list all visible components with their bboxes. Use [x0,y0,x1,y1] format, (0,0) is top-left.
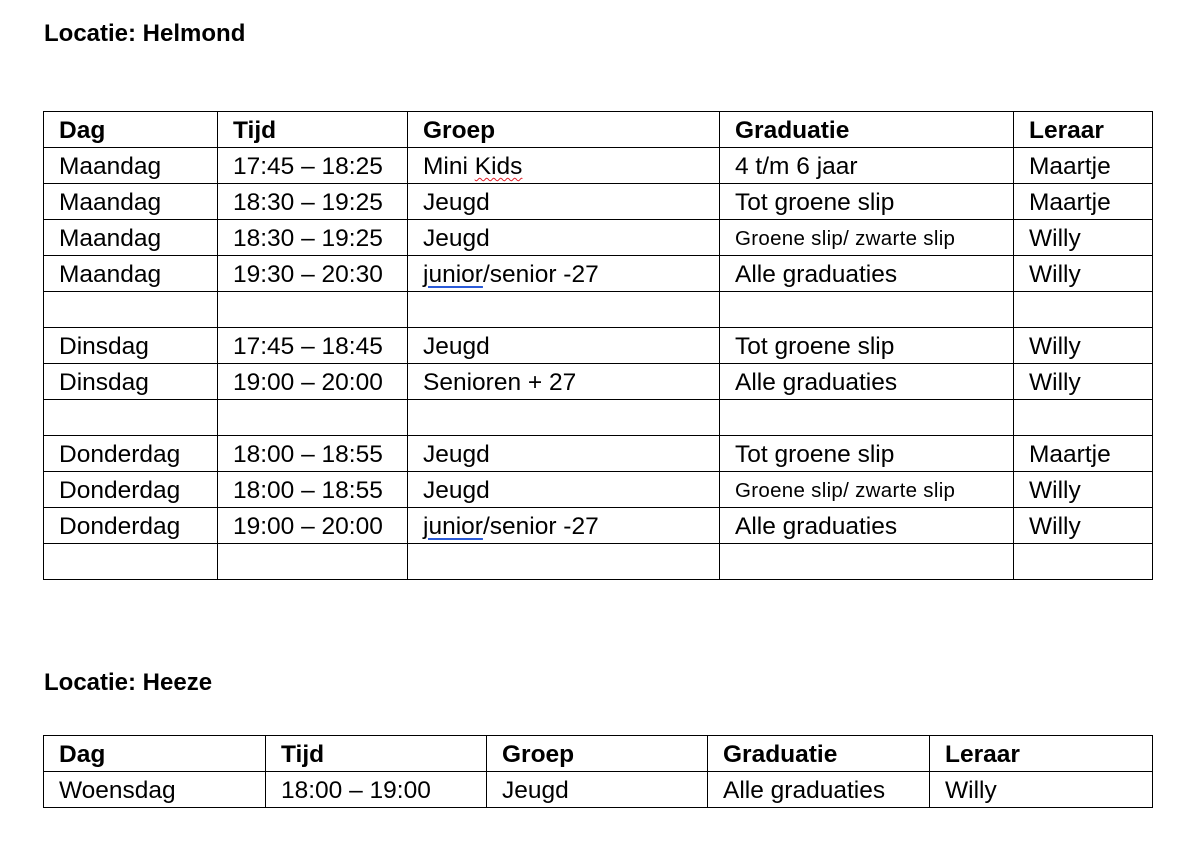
empty-cell [218,544,408,580]
empty-cell [408,544,720,580]
header-leraar: Leraar [1014,112,1153,148]
cell-graduatie: Groene slip/ zwarte slip [720,472,1014,508]
cell-tijd: 18:00 – 18:55 [218,436,408,472]
empty-cell [720,400,1014,436]
header-tijd: Tijd [218,112,408,148]
spelling-marked-word: Kids [474,153,523,180]
cell-groep: Jeugd [408,220,720,256]
empty-cell [218,292,408,328]
table-row [44,148,1153,184]
cell-dag: Woensdag [44,772,266,808]
cell-leraar: Willy [1014,364,1153,400]
cell-dag: Maandag [44,220,218,256]
table-row [44,220,1153,256]
cell-leraar: Maartje [1014,184,1153,220]
empty-cell [1014,292,1153,328]
cell-leraar: Maartje [1014,148,1153,184]
cell-graduatie: Alle graduaties [720,508,1014,544]
cell-graduatie: Tot groene slip [720,328,1014,364]
cell-dag: Maandag [44,148,218,184]
table-row [44,364,1153,400]
table-row [44,772,1153,808]
empty-cell [408,292,720,328]
empty-row [44,544,1153,580]
empty-cell [218,400,408,436]
cell-tijd: 18:00 – 19:00 [266,772,487,808]
header-graduatie: Graduatie [708,736,930,772]
empty-cell [44,292,218,328]
table-row [44,508,1153,544]
cell-dag: Dinsdag [44,364,218,400]
header-leraar: Leraar [930,736,1153,772]
cell-leraar: Willy [930,772,1153,808]
header-graduatie: Graduatie [720,112,1014,148]
header-dag: Dag [44,112,218,148]
cell-dag: Maandag [44,256,218,292]
header-tijd: Tijd [266,736,487,772]
cell-groep [408,256,720,292]
table-header-row [44,736,1153,772]
cell-tijd: 18:00 – 18:55 [218,472,408,508]
cell-dag: Dinsdag [44,328,218,364]
cell-leraar: Willy [1014,472,1153,508]
cell-graduatie: Groene slip/ zwarte slip [720,220,1014,256]
cell-tijd: 17:45 – 18:25 [218,148,408,184]
helmond-heading: Locatie: Helmond [44,20,246,47]
helmond-schedule-table [43,111,1153,580]
cell-graduatie: Alle graduaties [720,364,1014,400]
table-row [44,328,1153,364]
table-row [44,256,1153,292]
empty-cell [720,292,1014,328]
cell-tijd: 18:30 – 19:25 [218,220,408,256]
cell-groep [408,148,720,184]
empty-cell [720,544,1014,580]
cell-graduatie: Tot groene slip [720,184,1014,220]
cell-groep: Jeugd [408,436,720,472]
table-row [44,184,1153,220]
cell-graduatie: Alle graduaties [708,772,930,808]
heeze-heading: Locatie: Heeze [44,669,213,696]
heeze-schedule-table [43,735,1153,808]
header-groep: Groep [487,736,708,772]
cell-tijd: 19:00 – 20:00 [218,364,408,400]
table-row [44,436,1153,472]
cell-leraar: Willy [1014,328,1153,364]
cell-tijd: 19:00 – 20:00 [218,508,408,544]
cell-graduatie: Tot groene slip [720,436,1014,472]
groep-text-suffix: /senior -27 [482,261,599,288]
cell-groep: Jeugd [408,472,720,508]
cell-graduatie: 4 t/m 6 jaar [720,148,1014,184]
cell-leraar: Maartje [1014,436,1153,472]
empty-row [44,400,1153,436]
table-row [44,472,1153,508]
groep-text-suffix: /senior -27 [482,513,599,540]
cell-groep: Jeugd [408,328,720,364]
cell-tijd: 19:30 – 20:30 [218,256,408,292]
empty-cell [44,400,218,436]
empty-cell [1014,400,1153,436]
grammar-marked-word: junior [423,513,483,540]
header-groep: Groep [408,112,720,148]
cell-groep: Senioren + 27 [408,364,720,400]
groep-text: Mini [423,153,475,180]
empty-row [44,292,1153,328]
cell-dag: Donderdag [44,508,218,544]
grammar-marked-word: junior [423,261,483,288]
cell-dag: Donderdag [44,436,218,472]
table-header-row [44,112,1153,148]
empty-cell [408,400,720,436]
cell-leraar: Willy [1014,256,1153,292]
cell-groep: Jeugd [487,772,708,808]
cell-leraar: Willy [1014,220,1153,256]
cell-tijd: 17:45 – 18:45 [218,328,408,364]
cell-dag: Maandag [44,184,218,220]
header-dag: Dag [44,736,266,772]
cell-graduatie: Alle graduaties [720,256,1014,292]
empty-cell [1014,544,1153,580]
cell-groep: Jeugd [408,184,720,220]
empty-cell [44,544,218,580]
cell-tijd: 18:30 – 19:25 [218,184,408,220]
cell-leraar: Willy [1014,508,1153,544]
cell-groep [408,508,720,544]
cell-dag: Donderdag [44,472,218,508]
